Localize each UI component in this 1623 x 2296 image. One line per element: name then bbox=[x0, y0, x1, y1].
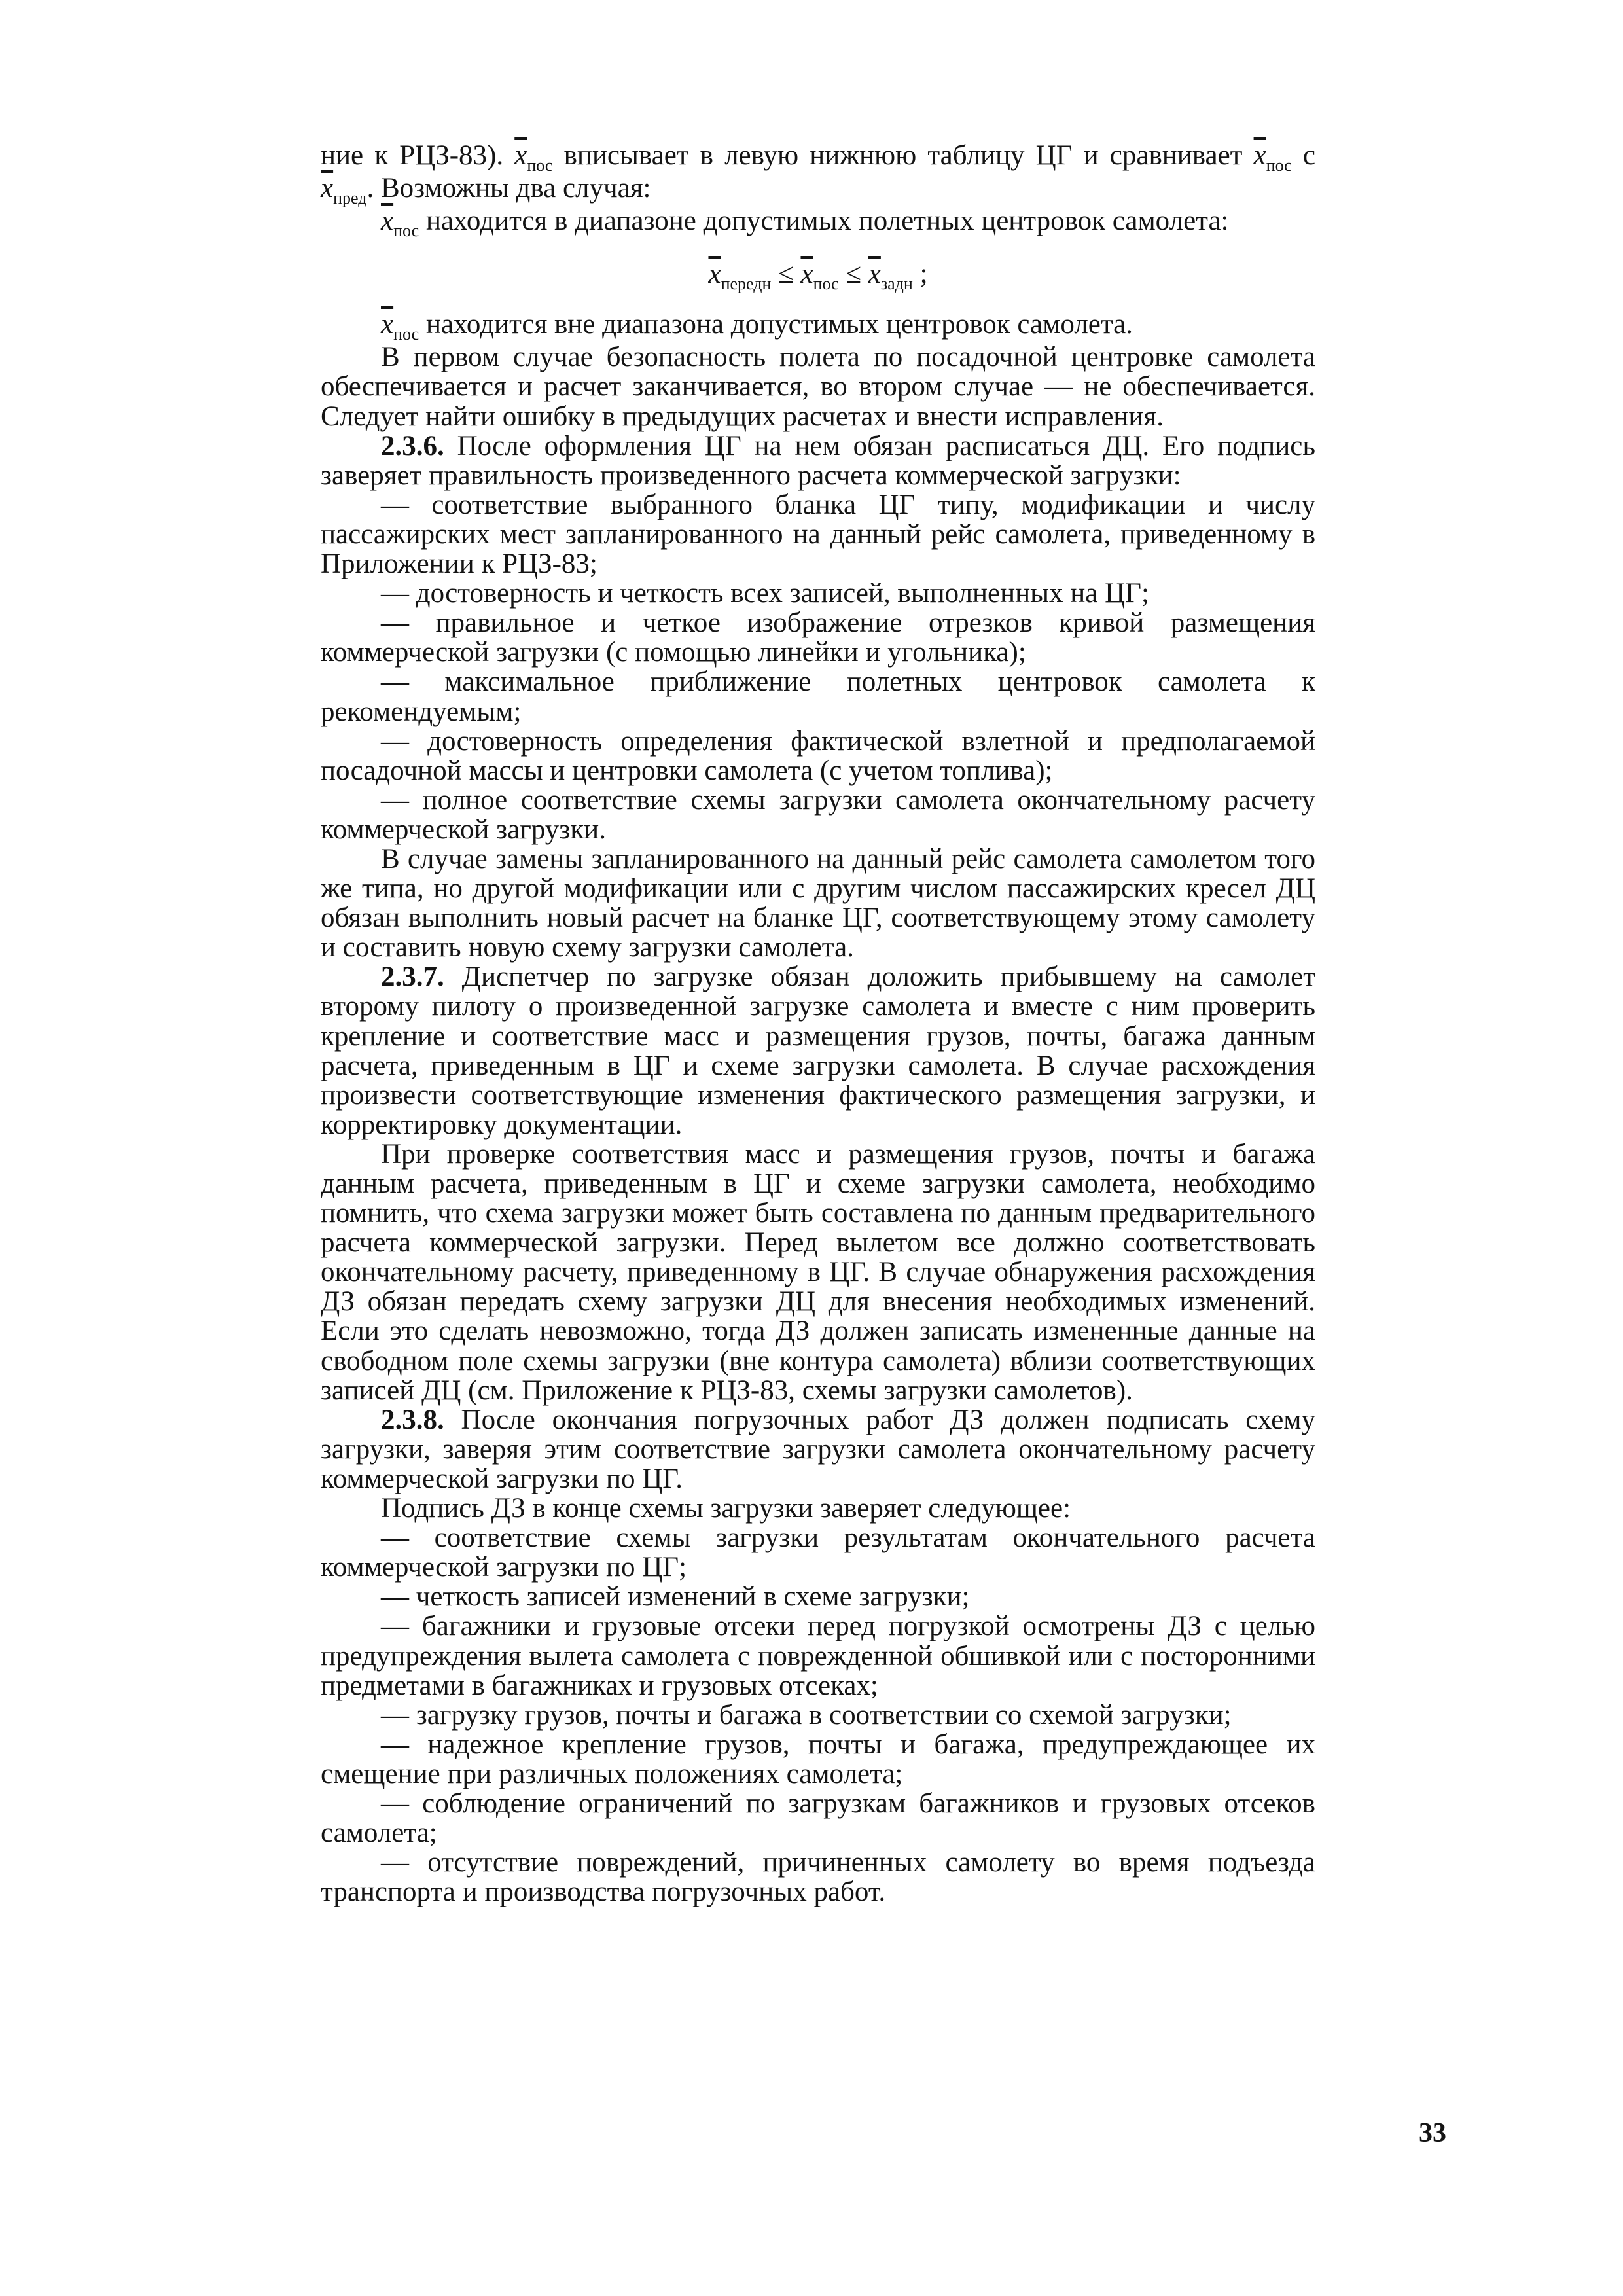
list-item: — соблюдение ограничений по загрузкам багажников и грузовых отсеков самолета; bbox=[321, 1787, 1315, 1849]
formula-op: ≤ bbox=[778, 259, 794, 290]
paragraph-1 bbox=[321, 141, 1315, 206]
list-item: — четкость записей изменений в схеме загрузки; bbox=[381, 1581, 970, 1613]
section-2-3-7 bbox=[321, 962, 1315, 1139]
formula-var: $\overline{x}$ bbox=[800, 259, 813, 290]
list-item: — соответствие схемы загрузки результатам окончательного расчета коммерческой загрузки по ЦГ; bbox=[321, 1522, 1315, 1583]
var-sub: пос bbox=[1266, 156, 1292, 175]
paragraph-7: Подпись ДЗ в конце схемы загрузки заверяет следующее: bbox=[381, 1493, 1071, 1524]
section-text: После окончания погрузочных работ ДЗ должен подписать схему загрузки, заверяя этим соответствие загрузки самолета окончательному расчету коммерческой загрузки по ЦГ. bbox=[321, 1404, 1315, 1494]
text: вписывает в левую нижнюю таблицу ЦГ и сравнивает bbox=[552, 140, 1254, 171]
formula-sub: пос bbox=[813, 274, 839, 294]
list-item: — надежное крепление грузов, почты и багажа, предупреждающее их смещение при различных положениях самолета; bbox=[321, 1729, 1315, 1789]
formula-op: ≤ bbox=[846, 259, 862, 290]
section-2-3-6 bbox=[321, 431, 1315, 490]
formula-var: $\overline{x}$ bbox=[708, 259, 721, 290]
var-x: $\overline{x}$ bbox=[1253, 140, 1266, 171]
section-text: Диспетчер по загрузке обязан доложить прибывшему на самолет второму пилоту о произведенной загрузке самолета и вместе с ним проверить крепление и соответствие масс и размещения грузов, почты, багажа данным расчета, приведенным в ЦГ и схеме загрузки самолета. В случае расхождения произвести соответствующие изменения фактического размещения загрузки, и корректировку документации. bbox=[321, 961, 1315, 1140]
list-item: — достоверность определения фактической взлетной и предполагаемой посадочной массы и центровки самолета (с учетом топлива); bbox=[321, 725, 1315, 786]
paragraph-4: В первом случае безопасность полета по посадочной центровке самолета обеспечивается и расчет заканчивается, во втором случае — не обеспечивается. Следует найти ошибку в предыдущих расчетах и внести исправления. bbox=[321, 342, 1315, 432]
var-sub: пос bbox=[393, 325, 419, 344]
formula-sub: задн bbox=[880, 274, 913, 294]
var-sub: пос bbox=[393, 221, 419, 241]
list-item: — загрузку грузов, почты и багажа в соответствии со схемой загрузки; bbox=[381, 1699, 1232, 1731]
list-item: — достоверность и четкость всех записей, выполненных на ЦГ; bbox=[381, 578, 1149, 609]
formula-end: ; bbox=[912, 259, 928, 290]
page-number: 33 bbox=[1419, 2118, 1446, 2148]
formula-var: $\overline{x}$ bbox=[868, 259, 881, 290]
list-item: — багажники и грузовые отсеки перед погрузкой осмотрены ДЗ с целью предупреждения вылета самолета с поврежденной обшивкой или с посторонними предметами в багажниках и грузовых отсеках; bbox=[321, 1611, 1315, 1701]
paragraph-case-1 bbox=[321, 206, 1315, 239]
section-number: 2.3.6. bbox=[381, 430, 444, 461]
paragraph-5: В случае замены запланированного на данный рейс самолета самолетом того же типа, но другой модификации или с другим числом пассажирских кресел ДЦ обязан выполнить новый расчет на бланке ЦГ, соответствующему этому самолету и составить новую схему загрузки самолета. bbox=[321, 843, 1315, 963]
var-sub: пос bbox=[527, 156, 553, 175]
text: . Возможны два случая: bbox=[366, 173, 651, 204]
formula bbox=[321, 239, 1315, 310]
section-number: 2.3.8. bbox=[381, 1404, 444, 1435]
list-item: — максимальное приближение полетных центровок самолета к рекомендуемым; bbox=[321, 666, 1315, 727]
paragraph-6: При проверке соответствия масс и размещения грузов, почты и багажа данным расчета, приведенным в ЦГ и схеме загрузки самолета, необходимо помнить, что схема загрузки может быть составлена по данным предварительного расчета коммерческой загрузки. Перед вылетом все должно соответствовать окончательному расчету, приведенному в ЦГ. В случае обнаружения расхождения ДЗ обязан передать схему загрузки ДЦ для внесения необходимых изменений. Если это сделать невозможно, тогда ДЗ должен записать измененные данные на свободном поле схемы загрузки (вне контура самолета) вблизи соответствующих записей ДЦ (см. Приложение к РЦЗ-83, схемы загрузки самолетов). bbox=[321, 1138, 1315, 1406]
text: ние к РЦЗ-83). bbox=[321, 140, 515, 171]
var-x: $\overline{x}$ bbox=[321, 173, 334, 204]
list-item: — правильное и четкое изображение отрезков кривой размещения коммерческой загрузки (с помощью линейки и угольника); bbox=[321, 607, 1315, 668]
page-body bbox=[321, 141, 1315, 1907]
var-x: $\overline{x}$ bbox=[381, 206, 394, 237]
var-x: $\overline{x}$ bbox=[381, 309, 394, 340]
var-x: $\overline{x}$ bbox=[514, 140, 527, 171]
text: находится вне диапазона допустимых центровок самолета. bbox=[419, 309, 1133, 340]
formula-sub: передн bbox=[721, 274, 772, 294]
section-text: После оформления ЦГ на нем обязан расписаться ДЦ. Его подпись заверяет правильность произведенного расчета коммерческой загрузки: bbox=[321, 430, 1315, 491]
text: находится в диапазоне допустимых полетных центровок самолета: bbox=[419, 206, 1229, 237]
list-item: — соответствие выбранного бланка ЦГ типу, модификации и числу пассажирских мест запланированного на данный рейс самолета, приведенному в Приложении к РЦЗ-83; bbox=[321, 489, 1315, 580]
section-number: 2.3.7. bbox=[381, 961, 444, 993]
var-sub: пред bbox=[333, 188, 367, 208]
section-2-3-8 bbox=[321, 1405, 1315, 1494]
paragraph-case-2 bbox=[321, 310, 1315, 342]
text: с bbox=[1291, 140, 1315, 171]
list-item: — отсутствие повреждений, причиненных самолету во время подъезда транспорта и производства погрузочных работ. bbox=[321, 1847, 1315, 1908]
list-item: — полное соответствие схемы загрузки самолета окончательному расчету коммерческой загрузки. bbox=[321, 784, 1315, 845]
